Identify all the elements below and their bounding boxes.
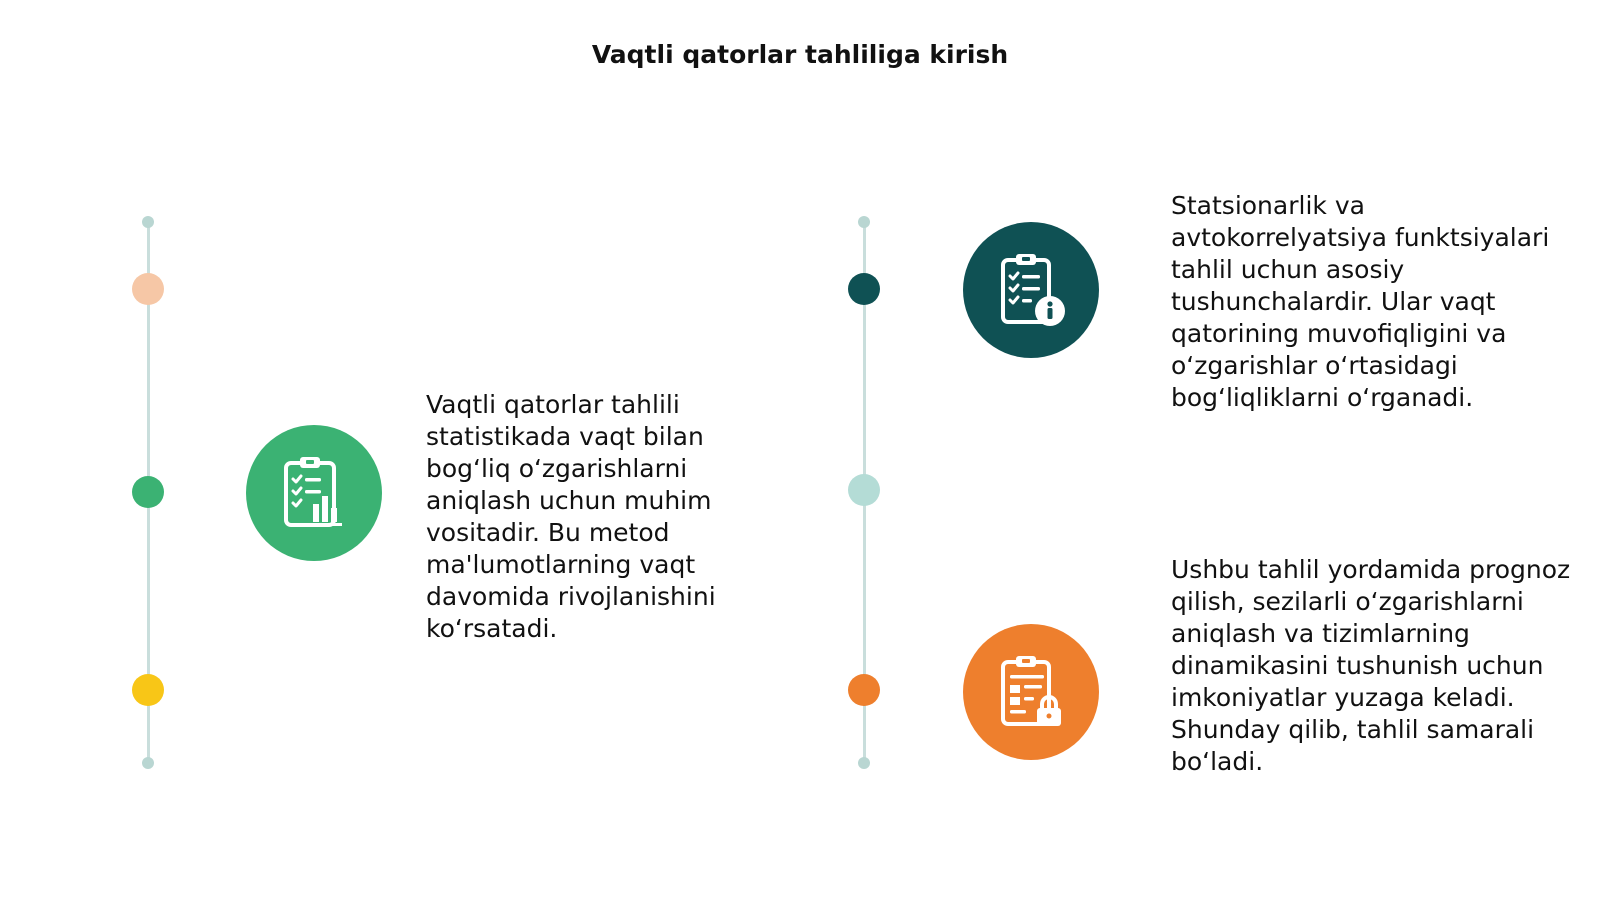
page-title: Vaqtli qatorlar tahliliga kirish: [591, 40, 1009, 69]
timeline-right-end-dot: [858, 757, 870, 769]
timeline-dot-yellow: [132, 674, 164, 706]
timeline-dot-green: [132, 476, 164, 508]
clipboard-info-icon: [994, 251, 1068, 329]
timeline-left-start-dot: [142, 216, 154, 228]
clipboard-lock-icon: [994, 653, 1068, 731]
clipboard-chart-icon: [277, 454, 351, 532]
item-1-icon-circle: [246, 425, 382, 561]
item-3-icon-circle: [963, 624, 1099, 760]
timeline-dot-orange: [848, 674, 880, 706]
timeline-left-end-dot: [142, 757, 154, 769]
timeline-right-start-dot: [858, 216, 870, 228]
item-1-text: Vaqtli qatorlar tahlili statistikada vaqt bilan bog‘liq o‘zgarishlarni aniqlash uchun muhim vositadir. Bu metod ma'lumotlarning vaqt davomida rivojlanishini ko‘rsatadi.: [426, 390, 716, 643]
timeline-dot-peach: [132, 273, 164, 305]
timeline-dot-light-teal: [848, 474, 880, 506]
item-2-text: Statsionarlik va avtokorrelyatsiya funktsiyalari tahlil uchun asosiy tushunchalardir. Ular vaqt qatorining muvofiqligini va o‘zgarishlar o‘rtasidagi bog‘liqliklarni o‘rganadi.: [1171, 191, 1550, 412]
timeline-dot-dark-teal: [848, 273, 880, 305]
item-3-text: Ushbu tahlil yordamida prognoz qilish, sezilarli o‘zgarishlarni aniqlash va tizimlarning dinamikasini tushunish uchun imkoniyatlar yuzaga keladi. Shunday qilib, tahlil samarali bo‘ladi.: [1171, 555, 1571, 776]
item-2-icon-circle: [963, 222, 1099, 358]
